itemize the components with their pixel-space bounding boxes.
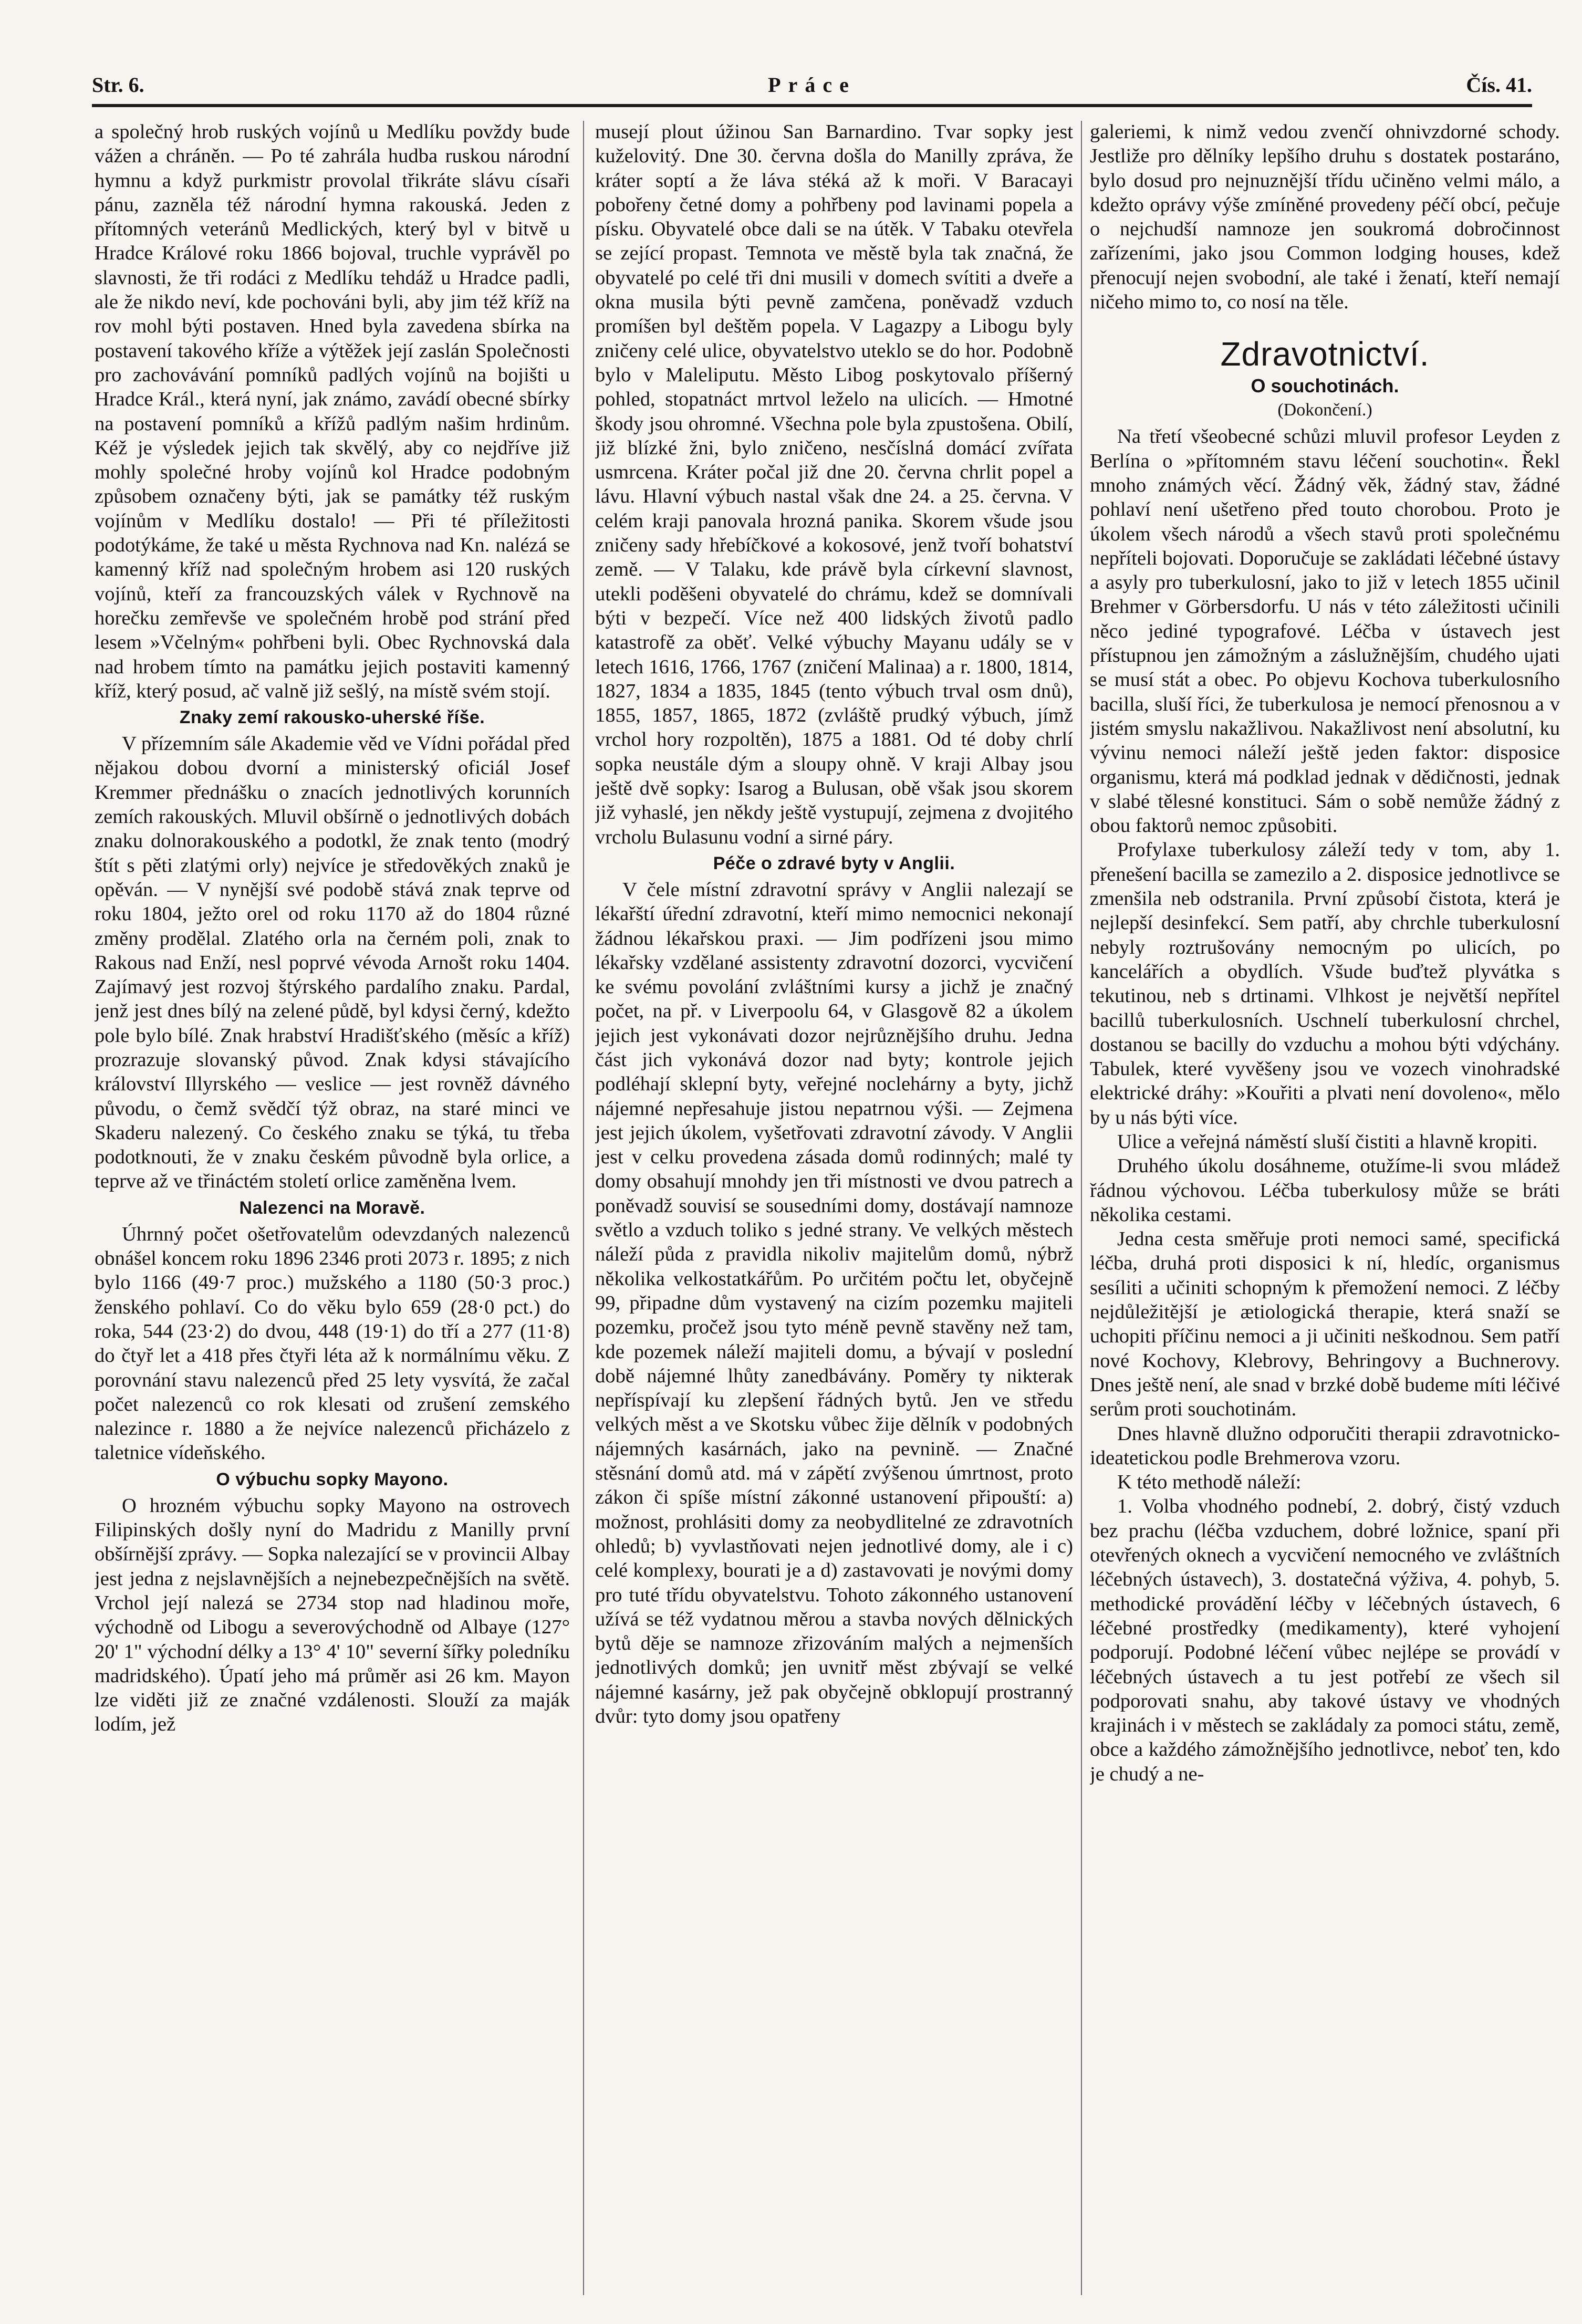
article-paragraph: 1. Volba vhodného podnebí, 2. dobrý, čistý vzduch bez prachu (léčba vzduchem, dobré ložnice, spaní při otevřených oknech a vycvičení nemocného ve zvláštních léčebných ústavech), 3. dostatečná výživa, 4. pohyb, 5. methodické provádění léčby v léčebných ústavech, 6 léčebné prostředky (medikamenty), které vyhojení podporují. Podobné léčení vůbec nejlépe se provádí v léčebných ústavech a tu jest potřebí ze všech sil podporovati snahu, aby takové ústavy ve vhodných krajinách i v městech se zakládaly za pomoci státu, země, obce a každého zámožnějšího jednotlivce, neboť ten, kdo je chudý a ne- [1090, 1495, 1560, 1785]
article-title: O souchotinách. [1251, 375, 1399, 397]
article-paragraph: V čele místní zdravotní správy v Anglii nalezají se lékařští úřední zdravotní, kteří mimo nemocnici nekonají žádnou lékařskou praxi. — Jim podřízeni jsou mimo lékařsky vzdělané assistenty zdravotní dozorci, vycvičení ke svému povolání zvláštními kursy a jichž je značný počet, na př. v Liverpoolu 64, v Glasgově 82 a úkolem jejich jest vykonávati dozor nejrůznějšího druhu. Jedna část jich vykonává dozor nad byty; kontrole jejich podléhají sklepní byty, veřejné noclehárny a byty, jichž nájemné nepřesahuje jistou nepatrnou výši. — Zejmena jest jejich úkolem, vyšetřovati zdravotní závody. V Anglii jest v celku provedena zásada domů rodinných; malé ty domy obsahují mnohdy jen tři místnosti ve dvou patrech a poněvadž souvisí se sousedními domy, dostávají namnoze světlo a vzduch toliko s jedné strany. Ve velkých městech náleží půda z pravidla nikoliv majitelům domů, nýbrž několika velkostatkářům. Po určitém počtu let, obyčejně 99, připadne dům vystavený na cizím pozemku majiteli pozemku, pročež jsou tyto méně pevně stavěny než tam, kde pozemek náleží majiteli domu, a bývají v poslední době nájemné lhůty zanedbávány. Poměry ty nikterak nepříspívají ku zlepšení řádných bytů. Jen ve středu velkých měst a ve Skotsku vůbec žije dělník v podobných nájemných kasárnách, jako na pevnině. — Značné stěsnání domů atd. má v zápětí zvýšenou úmrtnost, proto zákon či spíše místní zákonné ustanovení připouští: a) možnost, prohlásiti domy za neobydlitelné ze zdravotních ohledů; b) vyvlastňovati nejen jednotlivé domy, ale i c) celé komplexy, bourati je a d) zastavovati je novými domy pro tuté třídu obyvatelstvu. Tohoto zákonného ustanovení užívá se též vydatnou měrou a stavba nových dělnických bytů děje se namnoze zřizováním malých a nejmenších jednotlivých domků; jen uvnitř měst zbývají se velké nájemné kasárny, jež pak obyčejně obklopují prostranný dvůr: tyto domy jsou opatřeny [595, 878, 1073, 1727]
article-paragraph: O hrozném výbuchu sopky Mayono na ostrovech Filipinských došly nyní do Madridu z Manilly první obšírnější zprávy. — Sopka nalezající se v provincii Albay jest jedna z nejslavnějších a nejnebezpečnějších na světě. Vrchol její nalezá se 2734 stop nad hladinou moře, východně od Libogu a severovýchodně od Albaye (127° 20' 1" východní délky a 13° 4' 10" severní šířky poledníku madridského). Úpatí jeho má průměr asi 26 km. Mayon lze viděti již ze značné vzdálenosti. Slouží za maják lodím, jež [95, 1494, 570, 1736]
continuation-label: (Dokončení.) [1277, 400, 1372, 420]
header-rule [92, 104, 1532, 107]
article-paragraph: K této methodě náleží: [1117, 1471, 1302, 1494]
article-paragraph: Ulice a veřejná náměstí sluší čistiti a hlavně kropiti. [1117, 1130, 1538, 1153]
section-heading: Znaky zemí rakousko-uherské říše. [179, 707, 485, 728]
page-number: Str. 6. [92, 73, 144, 97]
article-paragraph: V přízemním sále Akademie věd ve Vídni pořádal před nějakou dobou dvorní a ministerský oficiál Josef Kremmer přednášku o znacích jednotlivých korunních zemích rakouských. Mluvil obšírně o jednotlivých dobách znaku dolnorakouského a podotkl, že znak tento (modrý štít s pěti zlatými orly) nejvíce je středověkých znaků je opěván. — V nynější své podobě stává znak teprve od roku 1804, ježto orel od roku 1170 až do 1804 různé změny prodělal. Zlatého orla na černém poli, znak to Rakous nad Enží, nesl poprvé vévoda Arnošt roku 1404. Zajímavý jest rozvoj štýrského pardalího znaku. Pardal, jenž jest dnes bílý na zelené půdě, byl kdysi černý, kdežto pole bylo bílé. Znak hrabství Hradišťského (měsíc a kříž) prozrazuje slovanský původ. Znak kdysi stávajícího království Illyrského — veslice — jest rovněž dávného původu, o čemž svědčí týž obraz, na staré minci ve Skaderu nalezený. Co českého znaku se týká, tu třeba podotknouti, že v znaku českém původně byla orlice, a teprve až ve třináctém století orlice zaměněna lvem. [95, 733, 570, 1193]
article-paragraph: Úhrnný počet ošetřovatelům odevzdaných nalezenců obnášel koncem roku 1896 2346 proti 2073 r. 1895; z nich bylo 1166 (49·7 proc.) mužského a 1180 (50·3 proc.) ženského pohlaví. Co do věku bylo 659 (28·0 pct.) do roka, 544 (23·2) do dvou, 448 (19·1) do tří a 277 (11·8) do čtyř let a 418 přes čtyři léta až k normálnímu věku. Z porovnání stavu nalezenců před 25 lety vysvítá, že začal počet nalezenců co rok klesati od zrušení zemského nalezince r. 1880 a že nejvíce nalezenců přicházelo z taletnice vídeňského. [95, 1223, 570, 1464]
article-paragraph: musejí plout úžinou San Barnardino. Tvar sopky jest kuželovitý. Dne 30. června došla do Manilly zpráva, že kráter soptí a že láva stéká až k moři. V Baracayi pobořeny četné domy a pohřbeny pod lavinami popela a písku. Obyvatelé obce dali se na útěk. V Tabaku otevřela se zející propast. Temnota ve městě byla tak značná, že obyvatelé po celé tři dni musili v domech svítiti a dveře a okna musila býti pevně zamčena, poněvadž vzduch promíšen byl deštěm popela. V Lagazpy a Libogu byly zničeny celé ulice, obyvatelstvo uteklo se do hor. Podobně bylo v Maleliputu. Město Libog poskytovalo příšerný pohled, stopatnáct mrtvol leželo na ulicích. — Hmotné škody jsou ohromné. Všechna pole byla zpustošena. Obilí, již blízké žni, bylo zničeno, nesčíslná domácí zvířata usmrcena. Kráter počal již dne 20. června chrlit popel a lávu. Hlavní výbuch nastal však dne 24. a 25. června. V celém kraji panovala hrozná panika. Skorem všude jsou zničeny sady hřebíčkové a kokosové, jenž tvoří bohatství země. — V Talaku, kde právě byla církevní slavnost, utekli poděšeni obyvatelé do chrámu, kdež se domnívali býti v bezpečí. Více než 400 lidských životů padlo katastrofě za oběť. Velké výbuchy Mayanu udály se v letech 1616, 1766, 1767 (zničení Malinaa) a r. 1800, 1814, 1827, 1834 a 1835, 1845 (tento výbuch trval osm dnů), 1855, 1857, 1865, 1872 (zvláště prudký výbuch, jímž vrchol hory rozpoltěn), 1875 a 1881. Od té doby chrlí sopka neustále dým a sloupy ohně. V kraji Albay jsou ještě dvě sopky: Isarog a Bulusan, obě však jsou skorem již vyhaslé, jen někdy ještě vystupují, zejmena z dvojitého vrcholu Bulasunu vodní a sirné páry. [595, 121, 1073, 848]
article-paragraph: Na třetí všeobecné schůzi mluvil profesor Leyden z Berlína o »přítomném stavu léčení souchotin«. Řekl mnoho známých věcí. Žádný věk, žádný stav, žádné pohlaví není ušetřeno před touto chorobou. Proto je úkolem všech národů a všech stavů proti společnému nepříteli bojovati. Doporučuje se zakládati léčebné ústavy a asyly pro tuberkulosní, jako to již v letech 1855 učinil Brehmer v Görbersdorfu. U nás v této záležitosti učinili něco jediné typografové. Léčba v ústavech jest přístupnou jen zámožným a záslužnějším, chudého ujati se musí stát a obec. Po objevu Kochova tuberkulosního bacilla, sluší říci, že tuberkulosa je nemocí přenosnou a v jistém smyslu nakažlivou. Nakažlivost není absolutní, ku vývinu nemoci náleží ještě jeden faktor: disposice organismu, která má podklad jednak v dědičnosti, jednak v slabé tělesné konstituci. Sám o sobě nemůže žádný z obou faktorů nemoc způsobiti. [1090, 425, 1560, 837]
section-heading: Nalezenci na Moravě. [239, 1197, 425, 1218]
section-heading: O výbuchu sopky Mayono. [216, 1469, 449, 1489]
column-divider [583, 121, 584, 2295]
article-paragraph: Profylaxe tuberkulosy záleží tedy v tom, aby 1. přenešení bacilla se zamezilo a 2. disposice jednotlivce se zmenšila neb odstranila. První způsobí čistota, která je nejlepší desinfekcí. Sem patří, aby chrchle tuberkulosní nebyly roztrušovány nemocným po ulicích, po kancelářích a obydlích. Všude buďtež plyvátka s tekutinou, neb s drtinami. Vlhkost je největší nepřítel bacillů tuberkulosních. Uschnelí tuberkulosní chrchel, dostanou se bacilly do vzduchu a mohou býti vdýchány. Tabulek, které vyvěšeny jsou ve vozech vinohradské elektrické dráhy: »Kouřiti a plvati není dovoleno«, mělo by u nás býti více. [1090, 839, 1560, 1129]
page-header [92, 72, 1532, 105]
issue-number: Čís. 41. [1466, 73, 1532, 97]
section-heading: Péče o zdravé byty v Anglii. [713, 853, 955, 873]
article-paragraph: Jedna cesta směřuje proti nemoci samé, specifická léčba, druhá proti disposici k ní, hledíc, organismus sesíliti a učiniti schopným k přemožení nemoci. Z léčby nejdůležitější je ætiologická therapie, která snaží se uchopiti příčinu nemoci a ji učiniti neškodnou. Sem patří nové Kochovy, Klebrovy, Behringovy a Buchnerovy. Dnes ještě není, ale snad v brzké době budeme míti léčivé serům proti souchotinám. [1090, 1228, 1560, 1421]
column-2 [595, 120, 1073, 2294]
article-paragraph: a společný hrob ruských vojínů u Medlíku povždy bude vážen a chráněn. — Po té zahrála hudba ruskou národní hymnu a když purkmistr provolal třikráte slávu císaři pánu, zazněla též národní hymna rakouská. Jeden z přítomných veteránů Medlických, který byl v bitvě u Hradce Králové roku 1866 bojoval, truchle vyprávěl po slavnosti, že tři rodáci z Medlíku tehdáž u Hradce padli, ale že nikdo neví, kde pochováni byli, aby jim též kříž na rov mohl býti postaven. Hned byla zavedena sbírka na postavení takového kříže a výtěžek její zaslán Společnosti pro zachovávání pomníků padlých vojínů na bojišti u Hradce Král., která nyní, jak známo, zavádí obecné sbírky na postavení pomníků a křížů padlým našim hrdinům. Kéž je výsledek jejich tak skvělý, aby co nejdříve již mohly společné hroby vojínů kol Hradce podobným způsobem označeny býti, jak se památky též ruským vojínům v Medlíku dostalo! — Při té příležitosti podotýkáme, že také u města Rychnova nad Kn. nalézá se kamenný kříž nad společným hrobem asi 120 ruských vojínů, kteří za francouzských válek v Rychnově na horečku zemřevše ve společném hrobě pod strání před lesem »Včelným« pohřbeni byli. Obec Rychnovská dala nad hrobem tímto na památku jejich postaviti kamenný kříž, který posud, ač valně již sešlý, na místě svém stojí. [95, 121, 570, 702]
article-paragraph: galeriemi, k nimž vedou zvenčí ohnivzdorné schody. Jestliže pro dělníky lepšího druhu s dostatek postaráno, bylo dosud pro nejnuznější třídu učiněno velmi málo, a kdežto oprávy výše zmíněné provedeny péčí obcí, pečuje o nejchudší namnoze jen soukromá dobročinnost zařízeními, jako jsou Common lodging houses, kdež přenocují nejen svobodní, ale také i ženatí, kteří nemají ničeho mimo to, co nosí na těle. [1090, 121, 1560, 314]
article-paragraph: Druhého úkolu dosáhneme, otužíme-li svou mládež řádnou výchovou. Léčba tuberkulosy může se bráti několika cestami. [1090, 1155, 1560, 1226]
article-paragraph: Dnes hlavně dlužno odporučiti therapii zdravotnicko-ideatetickou podle Brehmerova vzoru. [1090, 1422, 1560, 1469]
rubric-title: Zdravotnictví. [1220, 335, 1430, 373]
column-divider [1081, 121, 1082, 2295]
paper-title: Práce [768, 73, 856, 97]
column-3 [1090, 120, 1560, 2294]
column-1 [95, 120, 570, 2294]
